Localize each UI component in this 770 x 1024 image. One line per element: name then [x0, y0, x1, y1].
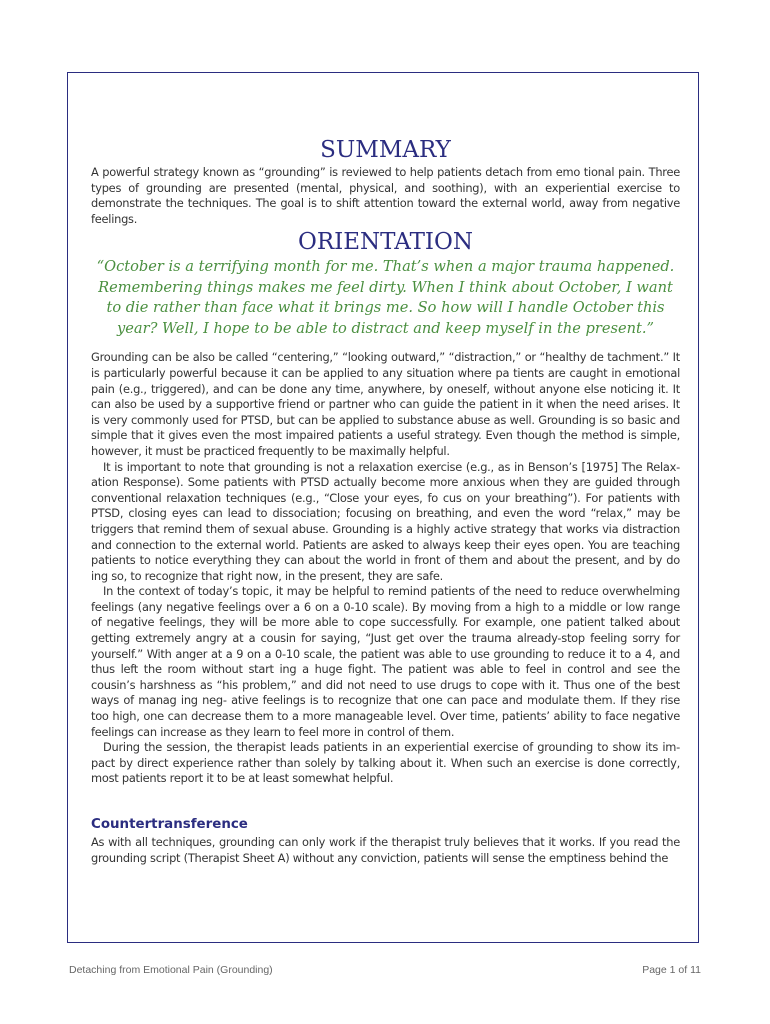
countertransference-text: As with all techniques, grounding can only work if the therapist truly believes that it works. If you read the grounding script (Therapist Sheet A) without any conviction, patients will sense the emptiness behind the: [91, 835, 680, 865]
orientation-paragraph: Grounding can be also be called “centering,” “looking outward,” “distraction,” or “healthy de tachment.” It is particularly powerful because it can be applied to any situation where pa tients are caught in emotional pain (e.g., triggered), and can be done any time, anywhere, by oneself, without anyone else noticing it. It can also be used by a supportive friend or partner who can guide the patient in it when the need arises. It is very commonly used for PTSD, but can be applied to substance abuse as well. Grounding is so basic and simple that it gives even the most impaired patients a useful strategy. Even though the method is simple, however, it must be practiced frequently to be maximally helpful.: [91, 350, 680, 458]
page-content: [91, 135, 680, 866]
countertransference-heading: Countertransference: [91, 817, 248, 832]
footer-document-title: Detaching from Emotional Pain (Grounding): [69, 964, 273, 976]
footer-page-number: Page 1 of 11: [642, 964, 701, 976]
orientation-paragraph: It is important to note that grounding is not a relaxation exercise (e.g., as in Benson’s [1975] The Relax- ation Response). Some patients with PTSD actually become more anxious when they are guided through conventional relaxation techniques (e.g., “Close your eyes, fo cus on your breathing”). For patients with PTSD, closing eyes can lead to dissociation; focusing on breathing, and even the word “relax,” may be triggers that remind them of sexual abuse. Grounding is a highly active strategy that works via distraction and connection to the external world. Patients are asked to always keep their eyes open. You are teaching patients to notice everything they can about the world in front of them and about the present, and by do ing so, to recognize that right now, in the present, they are safe.: [91, 459, 680, 583]
orientation-paragraph: During the session, the therapist leads patients in an experiential exercise of grounding to show its im- pact by direct experience rather than solely by talking about it. When such an exercise is done correctly, most patients report it to be at least somewhat helpful.: [91, 740, 680, 786]
page-frame: [67, 72, 699, 943]
orientation-quote: “October is a terrifying month for me. That’s when a major trauma happened. Remembering things makes me feel dirty. When I think about October, I want to die rather than face what it brings me. So how will I handle October this year? Well, I hope to be able to distract and keep myself in the present.”: [96, 258, 675, 337]
orientation-title: ORIENTATION: [297, 229, 473, 256]
summary-text: A powerful strategy known as “grounding” is reviewed to help patients detach from emo tional pain. Three types of grounding are presented (mental, physical, and soothing), with an experiential exercise to demonstrate the techniques. The goal is to shift attention toward the external world, away from negative feelings.: [91, 165, 680, 226]
orientation-paragraph: In the context of today’s topic, it may be helpful to remind patients of the need to reduce overwhelming feelings (any negative feelings over a 6 on a 0-10 scale). By moving from a high to a middle or low range of negative feelings, they will be more able to cope successfully. For example, one patient talked about getting extremely angry at a cousin for saying, “Just get over the trauma already-stop feeling sorry for yourself.” With anger at a 9 on a 0-10 scale, the patient was able to use grounding to reduce it to a 4, and thus left the room without start ing a huge fight. The patient was able to feel in control and see the cousin’s harshness as “his problem,” and did not need to use drugs to cope with it. Thus one of the best ways of manag ing neg- ative feelings is to recognize that one can pace and modulate them. If they rise too high, one can decrease them to a more manageable level. Over time, patients’ ability to face negative feelings can increase as they learn to feel more in control of them.: [91, 584, 680, 739]
summary-title: SUMMARY: [320, 137, 451, 163]
